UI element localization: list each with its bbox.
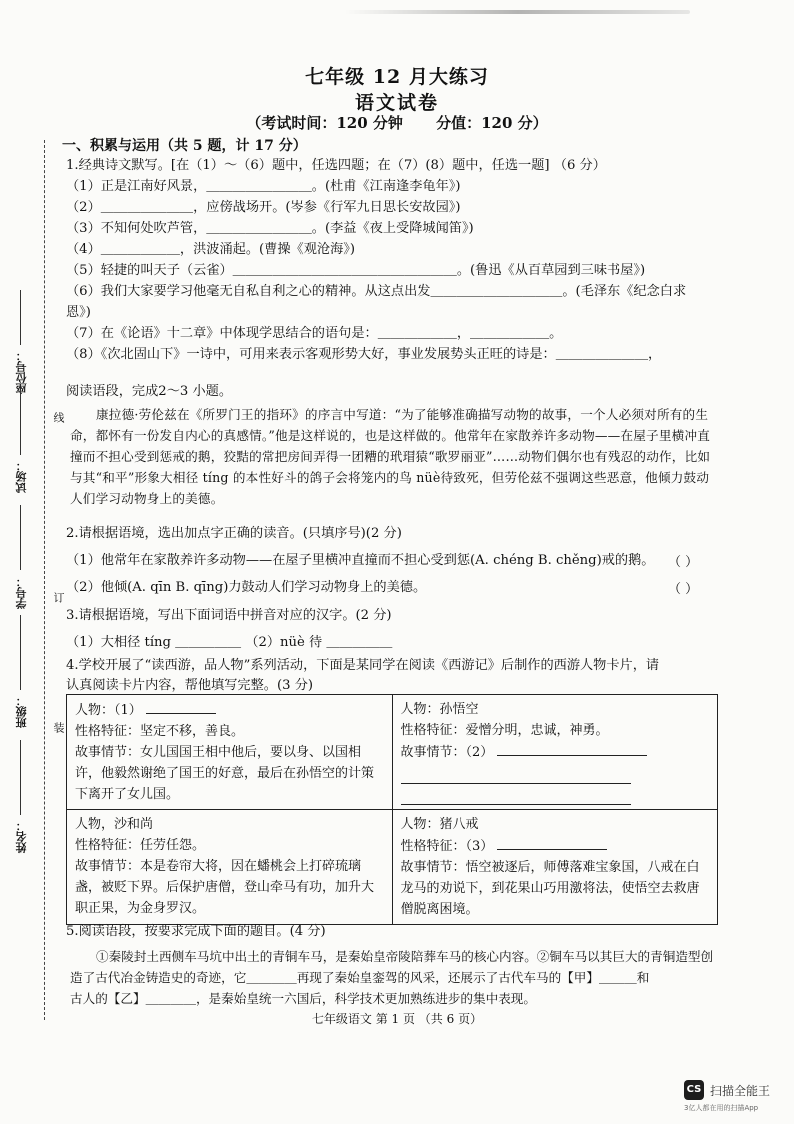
seat-number-blank (20, 290, 22, 345)
camscanner-tagline: 3亿人都在用的扫描App (684, 1104, 759, 1112)
binding-dashed-line (44, 140, 45, 1020)
section1-heading: 一、积累与运用（共 5 题，计 17 分） (62, 138, 307, 154)
binding-mark-ding: 订 (52, 592, 65, 603)
student-id-label: 学号： (15, 576, 28, 609)
exam-subject: 语文试卷 (354, 92, 439, 114)
q3-items: （1）大相径 tíng ＿＿＿＿＿ （2）nüè 待 ＿＿＿＿＿ (66, 635, 393, 650)
camscanner-logo-icon: CS (684, 1080, 704, 1100)
q5-title: 5.阅读语段，按要求完成下面的题目。(4 分) (66, 924, 326, 939)
q1-line-6: （6）我们大家要学习他毫无自私自利之心的精神。从这点出发＿＿＿＿＿＿＿＿＿＿。(毛泽东《纪念白求 (66, 284, 687, 299)
scan-smudge (345, 10, 690, 14)
card-4-name: 人物：猪八戒 (400, 817, 479, 832)
card-4-plot: 故事情节：悟空被逐后，师傅落难宝象国，八戒在白龙马的劝说下，到花果山巧用激将法，使悟空去救唐僧脱离困境。 (400, 860, 700, 917)
exam-info (0, 112, 794, 133)
q1-line-4: （4）＿＿＿＿＿＿，洪波涌起。(曹操《观沧海》) (66, 242, 356, 257)
binding-mark-zhuang: 装 (52, 722, 65, 733)
card-1-plot: 故事情节：女儿国国王相中他后，要以身、以国相许，他毅然谢绝了国王的好意，最后在孙悟空的计策下离开了女儿国。 (75, 745, 375, 802)
q2-title: 2.请根据语境，选出加点字正确的读音。(只填序号)(2 分) (66, 526, 402, 541)
card-2-plot: 故事情节：（2） (400, 745, 494, 760)
reading-intro: 阅读语段，完成2～3 小题。 (66, 384, 233, 399)
q3-title: 3.请根据语境，写出下面词语中拼音对应的汉字。(2 分) (66, 608, 392, 623)
card-3-trait: 性格特征：任劳任怨。 (75, 838, 206, 853)
q2-item-1: （1）他常年在家散养许多动物——在屋子里横冲直撞而不担心受到惩(A. chéng B. chěng)戒的鹅。 (66, 553, 655, 568)
card-3-plot: 故事情节：本是卷帘大将，因在蟠桃会上打碎琉璃盏，被贬下界。后保护唐僧，登山牵马有功，加升大职正果，为金身罗汉。 (75, 859, 375, 916)
seat-number-label: 座位号： (15, 350, 28, 394)
q4-title: 4.学校开展了“读西游，品人物”系列活动，下面是某同学在阅读《西游记》后制作的西游人物卡片，请 (66, 658, 660, 673)
name-blank (20, 740, 22, 815)
character-cards-table (66, 694, 718, 925)
card-2-plot-row (401, 741, 710, 763)
student-id-blank (20, 505, 22, 570)
card-2 (392, 695, 718, 810)
card-2-trait: 性格特征：爱憎分明，忠诚，神勇。 (400, 723, 609, 738)
card-4-trait: 性格特征：（3） (400, 839, 494, 854)
card-4-blank[interactable] (497, 835, 607, 850)
exam-time: （考试时间：120 分钟 (246, 114, 403, 132)
card-3-name: 人物，沙和尚 (75, 817, 154, 832)
card-1 (67, 695, 393, 810)
card-4 (392, 810, 718, 925)
q1-line-9: （8）《次北固山下》一诗中，可用来表示客观形势大好，事业发展势头正旺的诗是：＿＿＿＿＿＿＿， (66, 347, 662, 362)
name-label: 姓名： (15, 820, 28, 853)
exam-room-blank (20, 390, 22, 455)
binding-mark-line: 线 (52, 412, 65, 423)
card-2-blank-1[interactable] (497, 741, 647, 756)
q2-answer-paren-2[interactable]: （ ） (668, 582, 699, 597)
q1-line-2: （2）＿＿＿＿＿＿＿，应傍战场开。(岑参《行军九日思长安故园》) (66, 200, 461, 215)
q1-line-1: （1）正是江南好风景，＿＿＿＿＿＿＿＿。(杜甫《江南逢李龟年》) (66, 179, 461, 194)
card-1-trait: 性格特征：坚定不移，善良。 (75, 724, 245, 739)
q4-title-cont: 认真阅读卡片内容，帮他填写完整。(3 分) (66, 678, 314, 693)
card-2-blank-2[interactable] (401, 763, 631, 784)
camscanner-name: 扫描全能王 (710, 1084, 771, 1098)
q2-answer-paren-1[interactable]: （ ） (668, 555, 699, 570)
card-1-name-row (75, 699, 384, 721)
exam-score: 分值：120 分） (436, 114, 548, 132)
q1-line-7: 恩》) (66, 305, 91, 320)
q5-passage-1: ①秦陵封土西侧车马坑中出土的青铜车马，是秦始皇帝陵陪葬车马的核心内容。②铜车马以其巨大的青铜造型创造了古代冶金铸造史的奇迹，它＿＿＿＿再现了秦始皇銮驾的风采，还展示了古代车马的【甲】＿＿＿和 (70, 949, 714, 985)
exam-room-label: 试场： (15, 460, 28, 493)
card-1-name: 人物：（1） (75, 703, 142, 718)
class-label: 班级： (15, 695, 28, 728)
page-footer: 七年级语文 第 1 页 （共 6 页） (311, 1012, 483, 1026)
card-1-blank[interactable] (146, 699, 216, 714)
class-blank (20, 615, 22, 690)
q1-line-3: （3）不知何处吹芦管，＿＿＿＿＿＿＿＿。(李益《夜上受降城闻笛》) (66, 221, 474, 236)
card-2-name: 人物：孙悟空 (400, 702, 479, 717)
reading-passage: 康拉德·劳伦兹在《所罗门王的指环》的序言中写道：“为了能够准确描写动物的故事，一个人必须对所有的生命，都怀有一份发自内心的真感情。”他是这样说的，也是这样做的。他常年在家散养许多动物——在屋子里横冲直撞而不担心受到惩戒的鹅，狡黠的常把房间弄得一团糟的玳瑁猿“歌罗丽亚”……动物们偶尔也有残忍的动作，比如与其“和平”形象大相径 tíng 的本性好斗的鸽子会将笼内的鸟 nüè待致死，但劳伦兹不强调这些恶意，他倾力鼓动人们学习动物身上的美德。 (70, 407, 711, 506)
q2-item-2: （2）他倾(A. qīn B. qīng)力鼓动人们学习动物身上的美德。 (66, 580, 427, 595)
q1-line-5: （5）轻捷的叫天子（云雀）＿＿＿＿＿＿＿＿＿＿＿＿＿＿＿＿＿。(鲁迅《从百草园到三味书屋》) (66, 263, 646, 278)
exam-title: 七年级 12 月大练习 (305, 66, 489, 88)
q1-line-8: （7）在《论语》十二章》中体现学思结合的语句是：＿＿＿＿＿＿，＿＿＿＿＿＿。 (66, 326, 563, 341)
card-3 (67, 810, 393, 925)
q5-passage-2: 古人的【乙】＿＿＿＿，是秦始皇统一六国后，科学技术更加熟练进步的集中表现。 (70, 991, 536, 1006)
card-2-blank-3[interactable] (401, 784, 631, 805)
q1-line-0: 1.经典诗文默写。[在（1）～（6）题中，任选四题；在（7）(8）题中，任选一题] （6 分） (66, 158, 606, 173)
card-4-trait-row (401, 835, 710, 857)
